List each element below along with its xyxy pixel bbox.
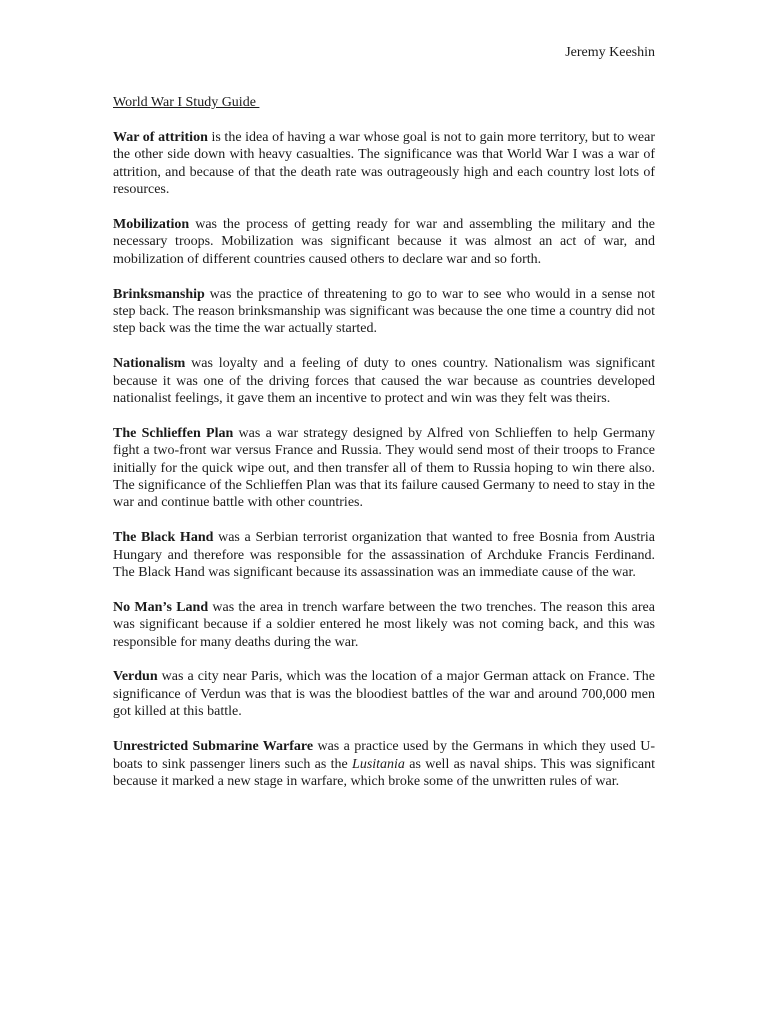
entry-mobilization xyxy=(113,216,655,268)
entry-term: Mobilization xyxy=(113,217,190,233)
entry-term: Brinksmanship xyxy=(113,286,205,302)
entry-text: was a war strategy designed by Alfred von Schlieffen to help Germany fight a two-front war versus France and Russia. They would send most of their troops to France initially for the quick wipe out, and then transfer all of them to Russia hoping to win there also. The significance of the Schlieffen Plan was that its failure caused Germany to need to stay in the war and continue battle with other countries. xyxy=(113,425,655,511)
entry-term: Verdun xyxy=(113,669,158,685)
entry-text: was a city near Paris, which was the location of a major German attack on France. The significance of Verdun was that is was the bloodiest battles of the war and around 700,000 men got killed at this battle. xyxy=(113,669,655,720)
author-name: Jeremy Keeshin xyxy=(565,45,655,60)
entry-no-mans-land xyxy=(113,599,655,651)
entry-brinksmanship xyxy=(113,286,655,338)
entry-verdun xyxy=(113,668,655,720)
document-page xyxy=(113,40,655,790)
entry-term: No Man’s Land xyxy=(113,599,209,615)
entry-italic-ship-name: Lusitania xyxy=(352,756,405,772)
entry-nationalism xyxy=(113,355,655,407)
entry-text: was a Serbian terrorist organization that wanted to free Bosnia from Austria Hungary and therefore was responsible for the assassination of Archduke Francis Ferdinand. The Black Hand was significant because its assassination was an immediate cause of the war. xyxy=(113,530,655,581)
entry-list xyxy=(113,129,655,790)
entry-term: The Schlieffen Plan xyxy=(113,425,234,441)
entry-text: was the practice of threatening to go to war to see who would in a sense not step back. The reason brinksmanship was significant was because the one time a country did not step back was the time the war actually started. xyxy=(113,286,655,337)
entry-text: was loyalty and a feeling of duty to ones country. Nationalism was significant because it was one of the driving forces that caused the war because as countries developed nationalist feelings, it gave them an incentive to protect and win was they felt was theirs. xyxy=(113,356,655,407)
entry-black-hand xyxy=(113,529,655,581)
entry-text: was the process of getting ready for war and assembling the military and the necessary troops. Mobilization was significant because it was almost an act of war, and mobilization of different countries caused others to declare war and so forth. xyxy=(113,217,655,267)
entry-text: was a practice used by the Germans in which they used U-boats to sink passenger liners such as the xyxy=(113,739,655,772)
entry-term: War of attrition xyxy=(113,130,208,145)
entry-term: Unrestricted Submarine Warfare xyxy=(113,739,314,755)
entry-text: was the area in trench warfare between the two trenches. The reason this area was significant because if a soldier entered he most likely was not coming back, and this was responsible for many deaths during the war. xyxy=(113,599,655,650)
entry-term: The Black Hand xyxy=(113,530,214,546)
document-title: World War I Study Guide xyxy=(113,95,260,110)
entry-term: Nationalism xyxy=(113,356,186,372)
entry-schlieffen-plan xyxy=(113,425,655,512)
entry-unrestricted-submarine-warfare xyxy=(113,738,655,790)
entry-text: is the idea of having a war whose goal is not to gain more territory, but to wear the other side down with heavy casualties. The significance was that World War I was a war of attrition, and because of that the death rate was outrageously high and each country lost lots of resources. xyxy=(113,130,655,198)
entry-text-after: as well as naval ships. This was significant because it marked a new stage in warfare, which broke some of the unwritten rules of war. xyxy=(113,756,655,789)
entry-war-of-attrition xyxy=(113,129,655,199)
